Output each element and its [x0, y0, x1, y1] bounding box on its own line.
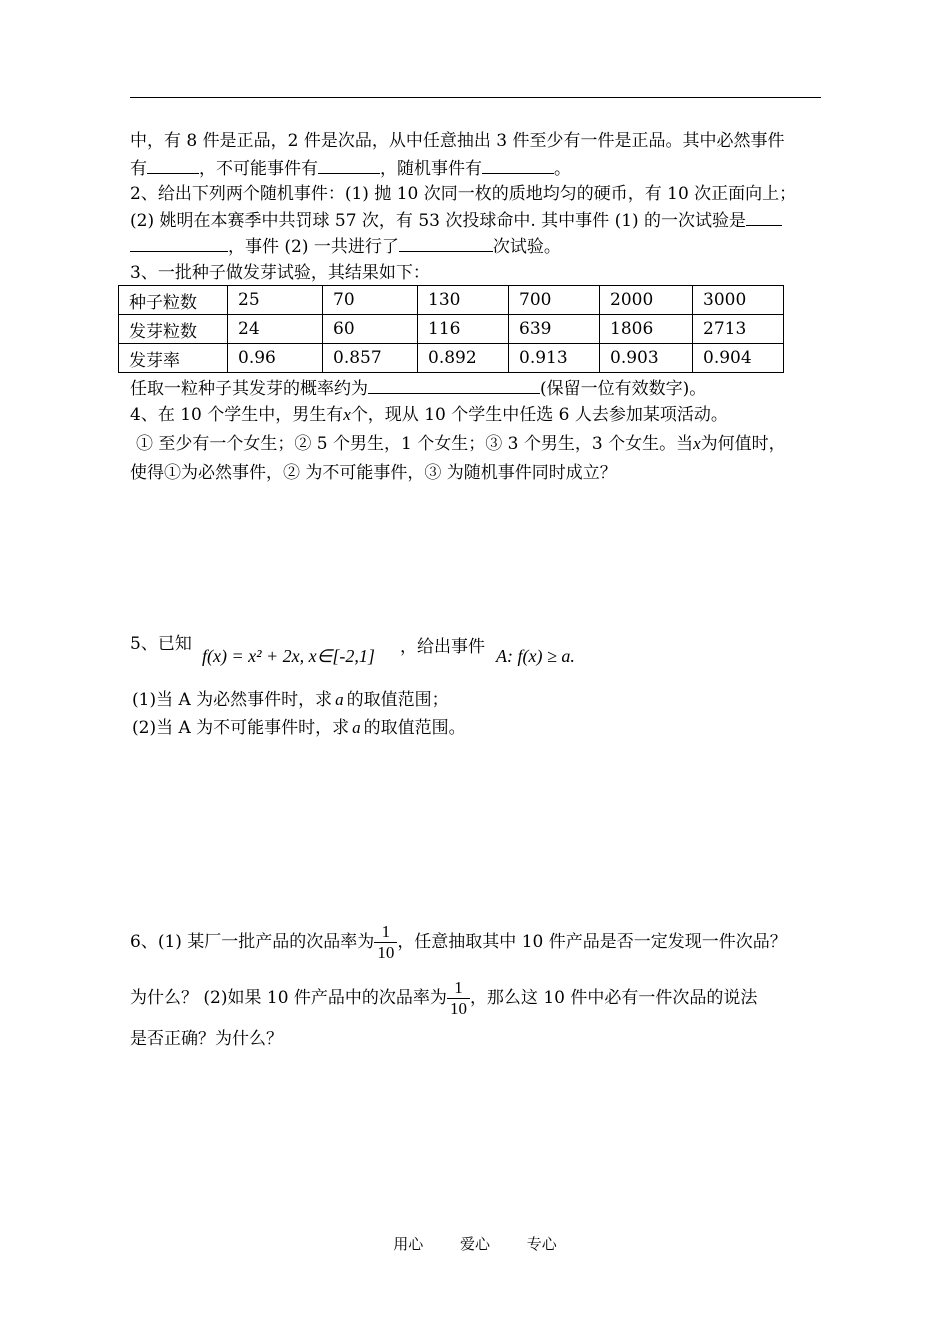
table-row: [119, 344, 784, 373]
footer-text: 用心: [393, 1235, 424, 1253]
table-cell: 0.904: [693, 344, 784, 373]
q5-prefix: 5、已知: [130, 634, 192, 654]
table-cell: 发芽率: [119, 344, 228, 373]
q2-line-3: ，事件 (2) 一共进行了 次试验。: [130, 235, 561, 258]
table-cell: 70: [323, 286, 418, 315]
q4-line-3: 使得①为必然事件，② 为不可能事件，③ 为随机事件同时成立？: [130, 463, 617, 483]
q4-line-2: ① 至少有一个女生；② 5 个男生，1 个女生；③ 3 个男生，3 个女生。当x为何值时，: [136, 434, 786, 454]
table-cell: 116: [418, 315, 509, 344]
table-cell: 0.913: [509, 344, 600, 373]
q5-formula: f(x) = x² + 2x, x∈[-2,1]: [202, 646, 375, 666]
table-cell: 60: [323, 315, 418, 344]
q3-after: 任取一粒种子其发芽的概率约为 (保留一位有效数字)。: [130, 379, 707, 399]
table-cell: 0.903: [600, 344, 693, 373]
blank-trial-a[interactable]: [746, 209, 782, 226]
table-cell: 3000: [693, 286, 784, 315]
table-row: [119, 286, 784, 315]
var-a: a: [352, 718, 361, 737]
q2-line-2: (2) 姚明在本赛季中共罚球 57 次，有 53 次投球命中. 其中事件 (1) 的一次试验是: [130, 209, 782, 232]
table-cell: 2000: [600, 286, 693, 315]
q6-line-3: 是否正确？为什么？: [130, 1029, 283, 1049]
var-x: x: [693, 434, 701, 453]
q1-line-1: 中，有 8 件是正品，2 件是次品，从中任意抽出 3 件至少有一件是正品。其中必然事件: [130, 131, 785, 151]
fraction-one-tenth: $\frac{1}{10}$: [447, 978, 470, 1019]
table-cell: 种子粒数: [119, 286, 228, 315]
table-row: [119, 315, 784, 344]
q6-line-1: 6、(1) 某厂一批产品的次品率为 $\frac{1}{10}$ ，任意抽取其中 10 件产品是否一定发现一件次品？: [130, 922, 787, 962]
blank-trial-count[interactable]: [399, 235, 493, 252]
table-cell: 0.892: [418, 344, 509, 373]
header-rule: [130, 97, 821, 98]
footer-text: 爱心: [459, 1235, 490, 1253]
q3-intro: 3、一批种子做发芽试验，其结果如下：: [130, 263, 430, 283]
table-cell: 130: [418, 286, 509, 315]
fraction-one-tenth: $\frac{1}{10}$: [374, 922, 397, 963]
q5-sub-1: (1)当 A 为必然事件时，求 a 的取值范围；: [132, 690, 449, 710]
blank-trial-b[interactable]: [130, 235, 228, 252]
var-x: x: [343, 405, 351, 424]
blank-certain[interactable]: [147, 157, 199, 174]
q2-line-1: 2、给出下列两个随机事件：(1) 抛 10 次同一枚的质地均匀的硬币，有 10 次正面向上；: [130, 184, 797, 204]
table-cell: 639: [509, 315, 600, 344]
table-cell: 发芽粒数: [119, 315, 228, 344]
table-cell: 0.857: [323, 344, 418, 373]
q4-line-1: 4、在 10 个学生中，男生有x个，现从 10 个学生中任选 6 人去参加某项活动。: [130, 405, 728, 425]
blank-impossible[interactable]: [318, 157, 380, 174]
var-a: a: [335, 690, 344, 709]
q5-event: A: f(x) ≥ a.: [496, 646, 575, 666]
footer-text: 专心: [526, 1235, 557, 1253]
table-cell: 25: [228, 286, 323, 315]
q1-line-2: 有 ，不可能事件有 ，随机事件有 。: [130, 159, 571, 179]
germination-table: [118, 285, 784, 373]
blank-probability[interactable]: [368, 377, 540, 394]
table-cell: 24: [228, 315, 323, 344]
table-cell: 2713: [693, 315, 784, 344]
table-cell: 1806: [600, 315, 693, 344]
table-cell: 700: [509, 286, 600, 315]
q5-middle: ，给出事件: [400, 637, 485, 657]
q6-line-2: 为什么？ (2)如果 10 件产品中的次品率为 $\frac{1}{10}$ ，那么这 10 件中必有一件次品的说法: [130, 978, 758, 1018]
q5-sub-2: (2)当 A 为不可能事件时，求 a 的取值范围。: [132, 718, 466, 738]
table-cell: 0.96: [228, 344, 323, 373]
blank-random[interactable]: [482, 157, 554, 174]
page-footer: [0, 1233, 950, 1254]
